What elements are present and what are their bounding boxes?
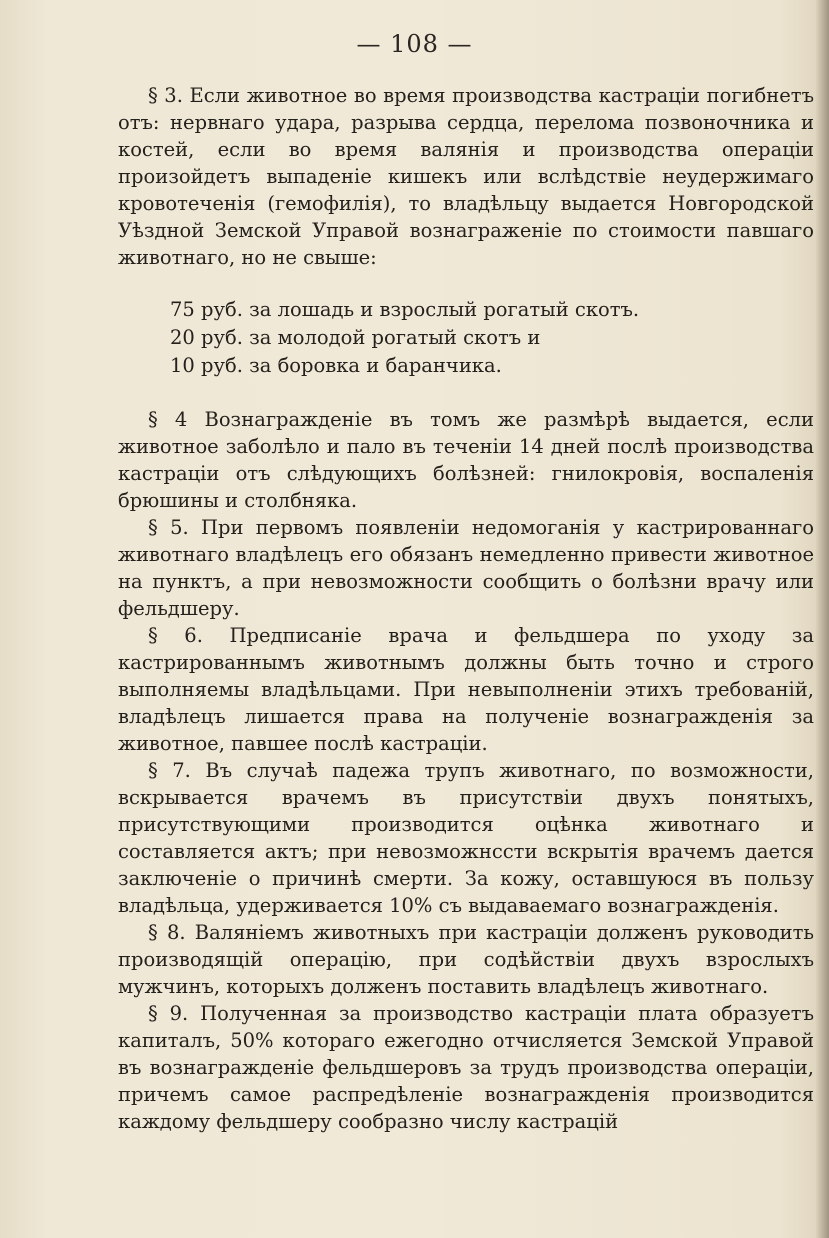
list-item: 75 руб. за лошадь и взрослый рогатый скотъ.: [170, 298, 640, 321]
list-item: 10 руб. за боровка и баранчика.: [170, 354, 502, 377]
paragraph-7: § 7. Въ случаѣ падежа трупъ животнаго, по возможности, вскрывается врачемъ въ присутствiи двухъ понятыхъ, присутствующими производится оцѣнка животнаго и составляется актъ; при невозможнсcти вскрытiя врачемъ дается заключенiе о причинѣ смерти. За кожу, оставшуюся въ пользу владѣльца, удерживается 10% съ выдаваемаго вознагражденiя.: [118, 759, 814, 917]
body-text: [118, 82, 814, 1135]
compensation-list: [170, 296, 814, 380]
paragraph-5: § 5. При первомъ появленiи недомоганiя у кастрированнаго животнаго владѣлецъ его обязанъ немедленно привести животное на пунктъ, а при невозможности сообщить о болѣзни врачу или фельдшеру.: [118, 516, 814, 620]
list-item: 20 руб. за молодой рогатый скотъ и: [170, 326, 541, 349]
paragraph-4: § 4 Вознагражденiе въ томъ же размѣрѣ выдается, если животное заболѣло и пало въ теченiи 14 дней послѣ производства кастрацiи отъ слѣдующихъ болѣзней: гнилокровiя, воспаленiя брюшины и столбняка.: [118, 408, 814, 512]
paragraph-8: § 8. Валянiемъ животныхъ при кастрацiи долженъ руководить производящiй операцiю, при содѣйствiи двухъ взрослыхъ мужчинъ, которыхъ долженъ поставить владѣлецъ животнаго.: [118, 921, 814, 998]
page-number: — 108 —: [356, 30, 473, 58]
paragraph-3: § 3. Если животное во время производства кастрацiи погибнетъ отъ: нервнаго удара, разрыва сердца, перелома позвоночника и костей, если во время валянiя и производства операцiи произойдетъ выпаденiе кишекъ или вслѣдствiе неудержимаго кровотеченiя (гемофилiя), то владѣльцу выдается Новгородской Уѣздной Земской Управой вознагражeнiе по стоимости павшаго животнаго, но не свыше:: [118, 84, 814, 269]
paragraph-6: § 6. Предписанiе врача и фельдшера по уходу за кастрированнымъ животнымъ должны быть точно и строго выполняемы владѣльцами. При невыполненiи этихъ требованiй, владѣлецъ лишается права на полученiе вознагражденiя за животное, павшее послѣ кастрацiи.: [118, 624, 814, 755]
paragraph-9: § 9. Полученная за производство кастрацiи плата образуетъ капиталъ, 50% котораго ежегодно отчисляется Земской Управой въ вознагражденiе фельдшеровъ за трудъ производства операцiи, причемъ самое распредѣленiе вознагражденiя производится каждому фельдшеру сообразно числу кастрацiй: [118, 1002, 814, 1133]
page-edge-shadow: [815, 0, 829, 1238]
